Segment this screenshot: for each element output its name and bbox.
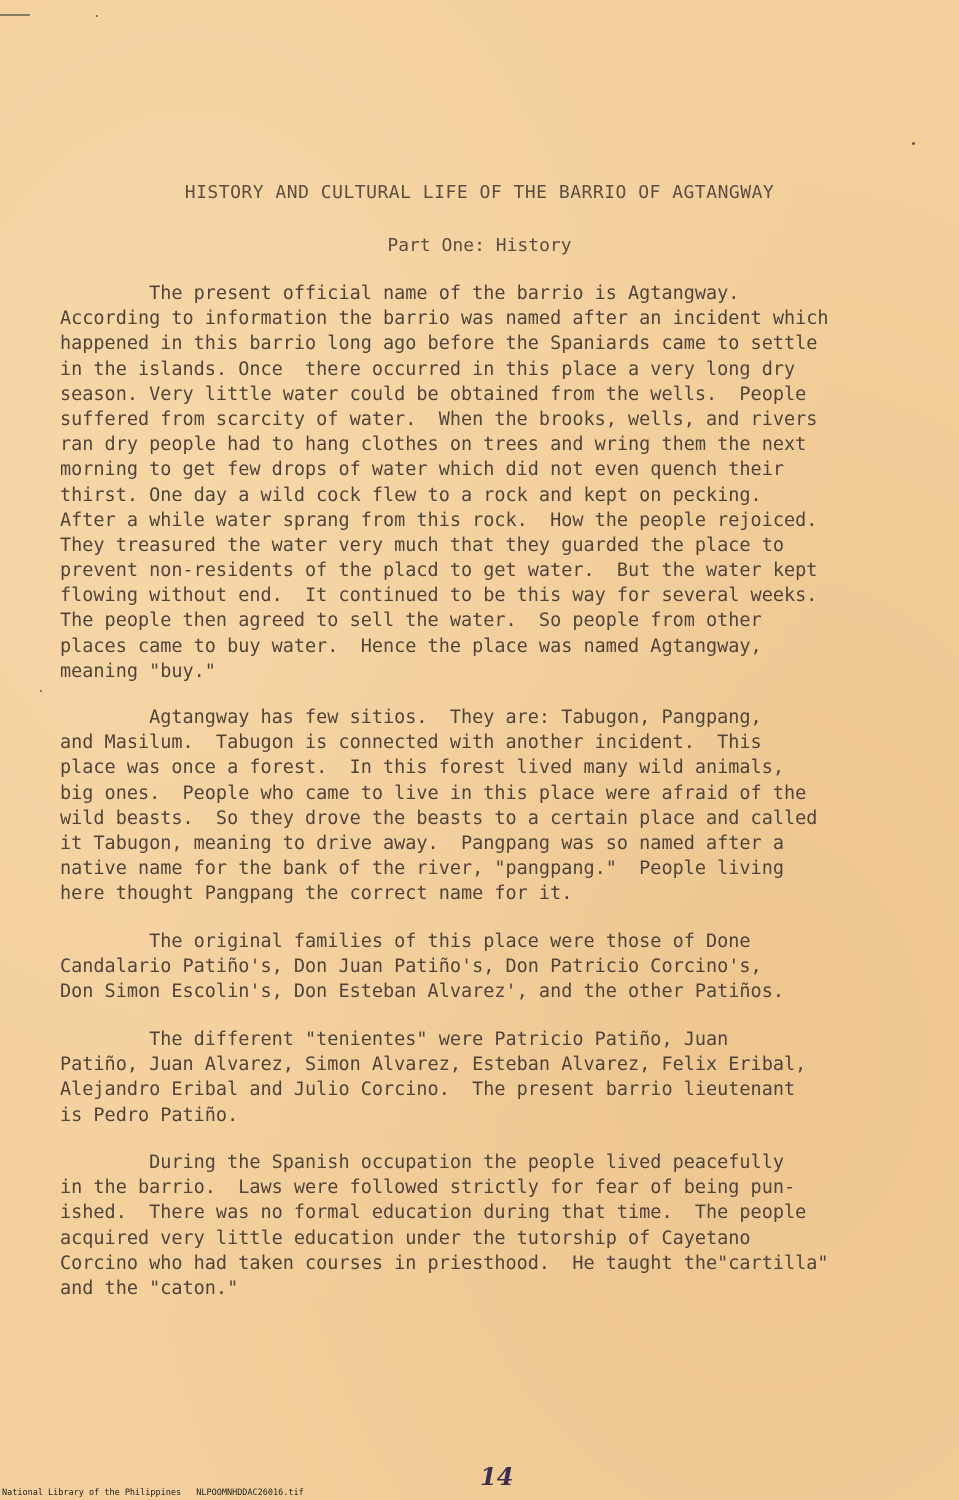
text-line: is Pedro Patiño. [60, 1104, 239, 1126]
text-line: in the islands. Once there occurred in this place a very long dry [60, 358, 796, 380]
text-line: The people then agreed to sell the water. So people from other [60, 610, 762, 632]
text-line: here thought Pangpang the correct name for it. [60, 883, 573, 905]
text-line: and Masilum. Tabugon is connected with another incident. This [60, 732, 762, 754]
scan-speck [96, 15, 98, 17]
text-line: During the Spanish occupation the people lived peacefully [60, 1152, 784, 1173]
text-line: Patiño, Juan Alvarez, Simon Alvarez, Esteban Alvarez, Felix Eribal, [60, 1054, 807, 1076]
text-line: happened in this barrio long ago before the Spaniards came to settle [60, 333, 818, 355]
scan-speck [912, 142, 915, 145]
paragraph-3 [60, 929, 920, 1005]
footer-institution: National Library of the Philippines [2, 1488, 182, 1498]
text-line: ished. There was no formal education during that time. The people [60, 1202, 807, 1224]
document-subtitle: Part One: History [387, 235, 572, 256]
text-line: Don Simon Escolin's, Don Esteban Alvarez', and the other Patiños. [60, 981, 784, 1003]
scan-footer [0, 1488, 402, 1498]
paragraph-4 [60, 1027, 920, 1128]
text-line: The different "tenientes" were Patricio Patiño, Juan [60, 1029, 729, 1050]
text-line: The present official name of the barrio is Agtangway. [60, 283, 740, 304]
text-line: thirst. One day a wild cock flew to a rock and kept on pecking. [60, 484, 762, 506]
text-line: suffered from scarcity of water. When the brooks, wells, and rivers [60, 408, 818, 430]
text-line: After a while water sprang from this rock. How the people rejoiced. [60, 509, 818, 531]
text-line: and the "caton." [60, 1277, 239, 1299]
footer-file-id: NLPOOMNHDDAC26016.tif [196, 1488, 304, 1498]
text-line: in the barrio. Laws were followed strictly for fear of being pun- [60, 1177, 796, 1199]
document-title: HISTORY AND CULTURAL LIFE OF THE BARRIO OF AGTANGWAY [184, 182, 775, 203]
text-line: it Tabugon, meaning to drive away. Pangpang was so named after a [60, 832, 784, 854]
text-line: Agtangway has few sitios. They are: Tabugon, Pangpang, [60, 707, 762, 728]
text-line: morning to get few drops of water which did not even quench their [60, 459, 784, 481]
text-line: meaning "buy." [60, 660, 216, 682]
text-line: The original families of this place were those of Done [60, 931, 751, 952]
text-line: They treasured the water very much that they guarded the place to [60, 534, 784, 556]
paragraph-1 [60, 281, 920, 684]
text-line: place was once a forest. In this forest lived many wild animals, [60, 757, 784, 779]
scan-speck [40, 690, 42, 692]
text-line: Alejandro Eribal and Julio Corcino. The present barrio lieutenant [60, 1079, 796, 1101]
text-line: native name for the bank of the river, "pangpang." People living [60, 858, 784, 880]
text-line: ran dry people had to hang clothes on trees and wring them the next [60, 434, 807, 456]
text-line: season. Very little water could be obtained from the wells. People [60, 383, 807, 405]
paragraph-2 [60, 705, 920, 907]
text-line: prevent non-residents of the placd to get water. But the water kept [60, 560, 818, 582]
scan-edge-mark [0, 14, 30, 16]
text-line: big ones. People who came to live in this place were afraid of the [60, 782, 807, 804]
text-line: Corcino who had taken courses in priesthood. He taught the"cartilla" [60, 1252, 829, 1274]
page-number: 14 [480, 1462, 514, 1491]
text-line: flowing without end. It continued to be this way for several weeks. [60, 585, 818, 607]
text-line: acquired very little education under the tutorship of Cayetano [60, 1227, 751, 1249]
text-line: According to information the barrio was named after an incident which [60, 308, 829, 330]
paragraph-5 [60, 1150, 920, 1301]
text-line: places came to buy water. Hence the place was named Agtangway, [60, 635, 762, 657]
text-line: wild beasts. So they drove the beasts to a certain place and called [60, 807, 818, 829]
text-line: Candalario Patiño's, Don Juan Patiño's, Don Patricio Corcino's, [60, 956, 762, 978]
